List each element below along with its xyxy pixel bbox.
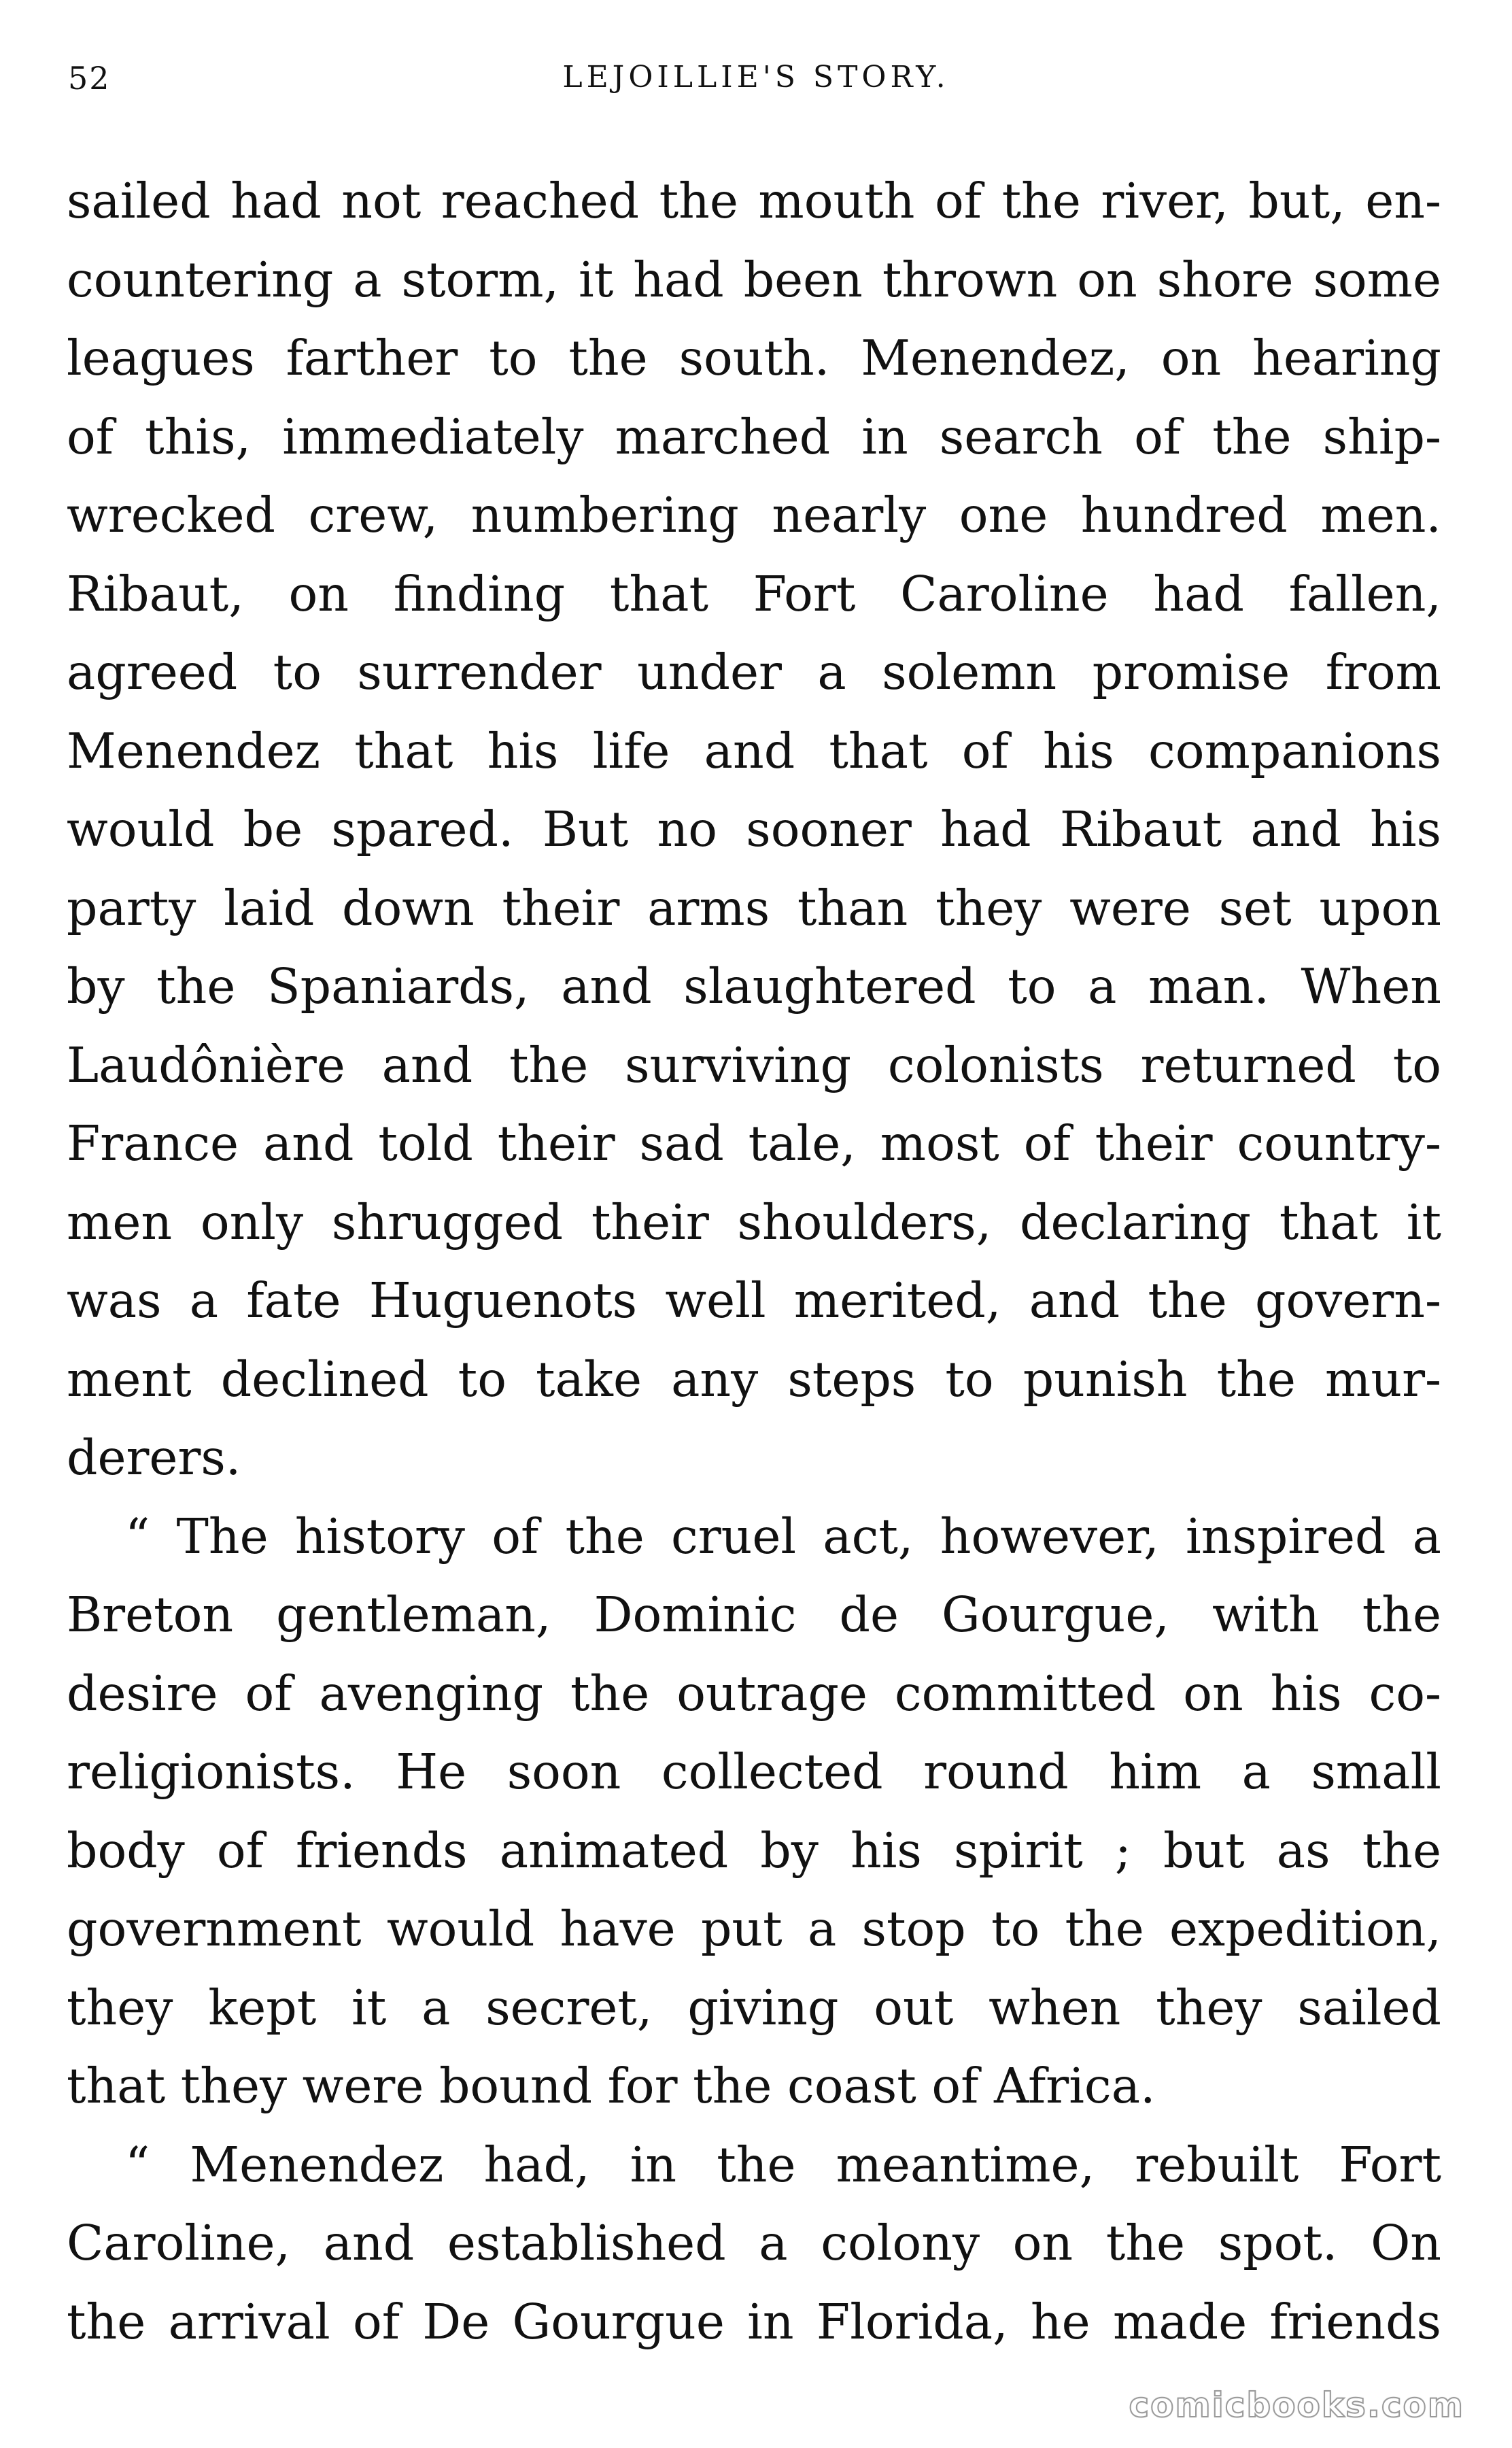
- text-line: sailed had not reached the mouth of the river, but, en-: [67, 173, 1441, 229]
- text-line: desire of avenging the outrage committed on his co-: [67, 1665, 1441, 1722]
- text-line: derers.: [67, 1429, 241, 1486]
- paragraph-start-line: “ The history of the cruel act, however, inspired a: [125, 1508, 1441, 1565]
- page-number: 52: [68, 60, 111, 97]
- text-line: France and told their sad tale, most of their country-: [67, 1115, 1441, 1172]
- text-line: Menendez that his life and that of his companions: [67, 722, 1441, 779]
- text-line: leagues farther to the south. Menendez, on hearing: [67, 330, 1441, 386]
- body-text: [67, 162, 1441, 2361]
- text-line: Breton gentleman, Dominic de Gourgue, with the: [67, 1586, 1441, 1643]
- text-line: would be spared. But no sooner had Ribaut and his: [67, 801, 1441, 857]
- text-line: wrecked crew, numbering nearly one hundred men.: [67, 487, 1441, 543]
- text-line: Laudônière and the surviving colonists returned to: [67, 1036, 1441, 1093]
- text-line: of this, immediately marched in search of the ship-: [67, 408, 1441, 465]
- running-head: LEJOILLIE'S STORY.: [562, 60, 950, 95]
- text-line: by the Spaniards, and slaughtered to a man. When: [67, 958, 1441, 1015]
- text-line: was a fate Huguenots well merited, and the govern-: [67, 1272, 1441, 1329]
- text-line: they kept it a secret, giving out when they sailed: [67, 1979, 1441, 2036]
- text-line: the arrival of De Gourgue in Florida, he made friends: [67, 2293, 1441, 2350]
- text-line: that they were bound for the coast of Africa.: [67, 2058, 1156, 2114]
- text-line: Ribaut, on finding that Fort Caroline had fallen,: [67, 565, 1441, 622]
- text-line: government would have put a stop to the expedition,: [67, 1901, 1441, 1957]
- text-line: men only shrugged their shoulders, declaring that it: [67, 1193, 1441, 1251]
- text-line: ment declined to take any steps to punish the mur-: [67, 1350, 1441, 1408]
- text-line: religionists. He soon collected round him a small: [67, 1744, 1441, 1800]
- text-line: Caroline, and established a colony on the spot. On: [67, 2215, 1441, 2271]
- paragraph-start-line: “ Menendez had, in the meantime, rebuilt Fort: [125, 2136, 1441, 2193]
- text-line: countering a storm, it had been thrown on shore some: [67, 251, 1441, 308]
- text-line: party laid down their arms than they were set upon: [67, 879, 1441, 936]
- watermark-logo: comicbooks.com: [1129, 2385, 1464, 2425]
- text-line: body of friends animated by his spirit ; but as the: [67, 1822, 1441, 1879]
- text-line: agreed to surrender under a solemn promise from: [67, 644, 1441, 700]
